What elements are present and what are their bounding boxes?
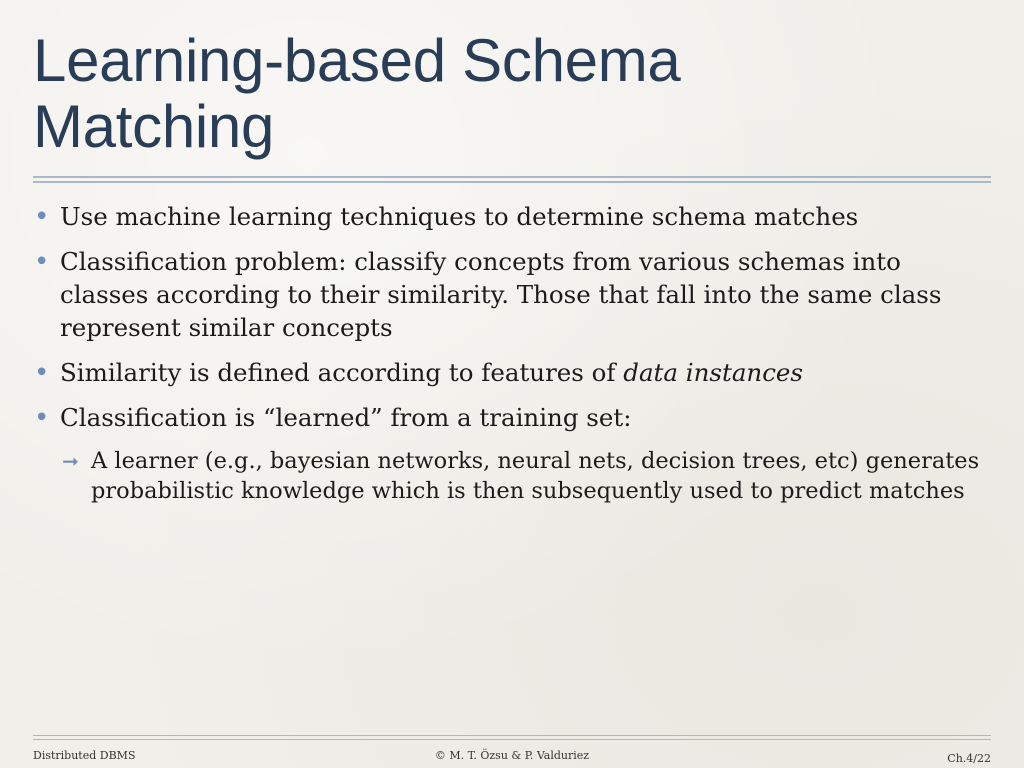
bullet-dot-icon: • [34, 358, 50, 388]
footer-course: Distributed DBMS [33, 749, 136, 762]
bullet-text: Classification problem: classify concepts from various schemas into classes according to their similarity. Those that fall into the same class represent similar concepts [60, 247, 942, 342]
slide-body [32, 200, 997, 518]
sub-bullet-text: A learner (e.g., bayesian networks, neural nets, decision trees, etc) generates probabilistic knowledge which is then subsequently used to predict matches [91, 448, 980, 504]
title-line-1: Learning-based Schema [33, 27, 681, 94]
title-divider [33, 176, 991, 178]
footer-copyright: © M. T. Özsu & P. Valduriez [434, 749, 590, 762]
bullet-item [32, 401, 997, 506]
footer-divider-secondary [33, 739, 991, 740]
footer-page-number: Ch.4/22 [947, 752, 991, 765]
bullet-text: Use machine learning techniques to determine schema matches [60, 202, 859, 231]
bullet-item [32, 245, 997, 344]
bullet-dot-icon: • [34, 247, 50, 277]
arrow-right-icon: ➞ [62, 449, 79, 473]
bullet-emphasis: data instances [623, 358, 804, 387]
bullet-text: Similarity is defined according to features of [60, 358, 624, 387]
bullet-item [32, 356, 997, 389]
slide-title [33, 28, 993, 160]
bullet-text: Classification is “learned” from a training set: [60, 403, 632, 432]
bullet-dot-icon: • [34, 403, 50, 433]
title-line-2: Matching [33, 93, 275, 160]
bullet-dot-icon: • [34, 202, 50, 232]
title-divider-secondary [33, 181, 991, 183]
bullet-item [32, 200, 997, 233]
sub-bullet-item [32, 446, 997, 506]
footer-divider [33, 735, 991, 736]
